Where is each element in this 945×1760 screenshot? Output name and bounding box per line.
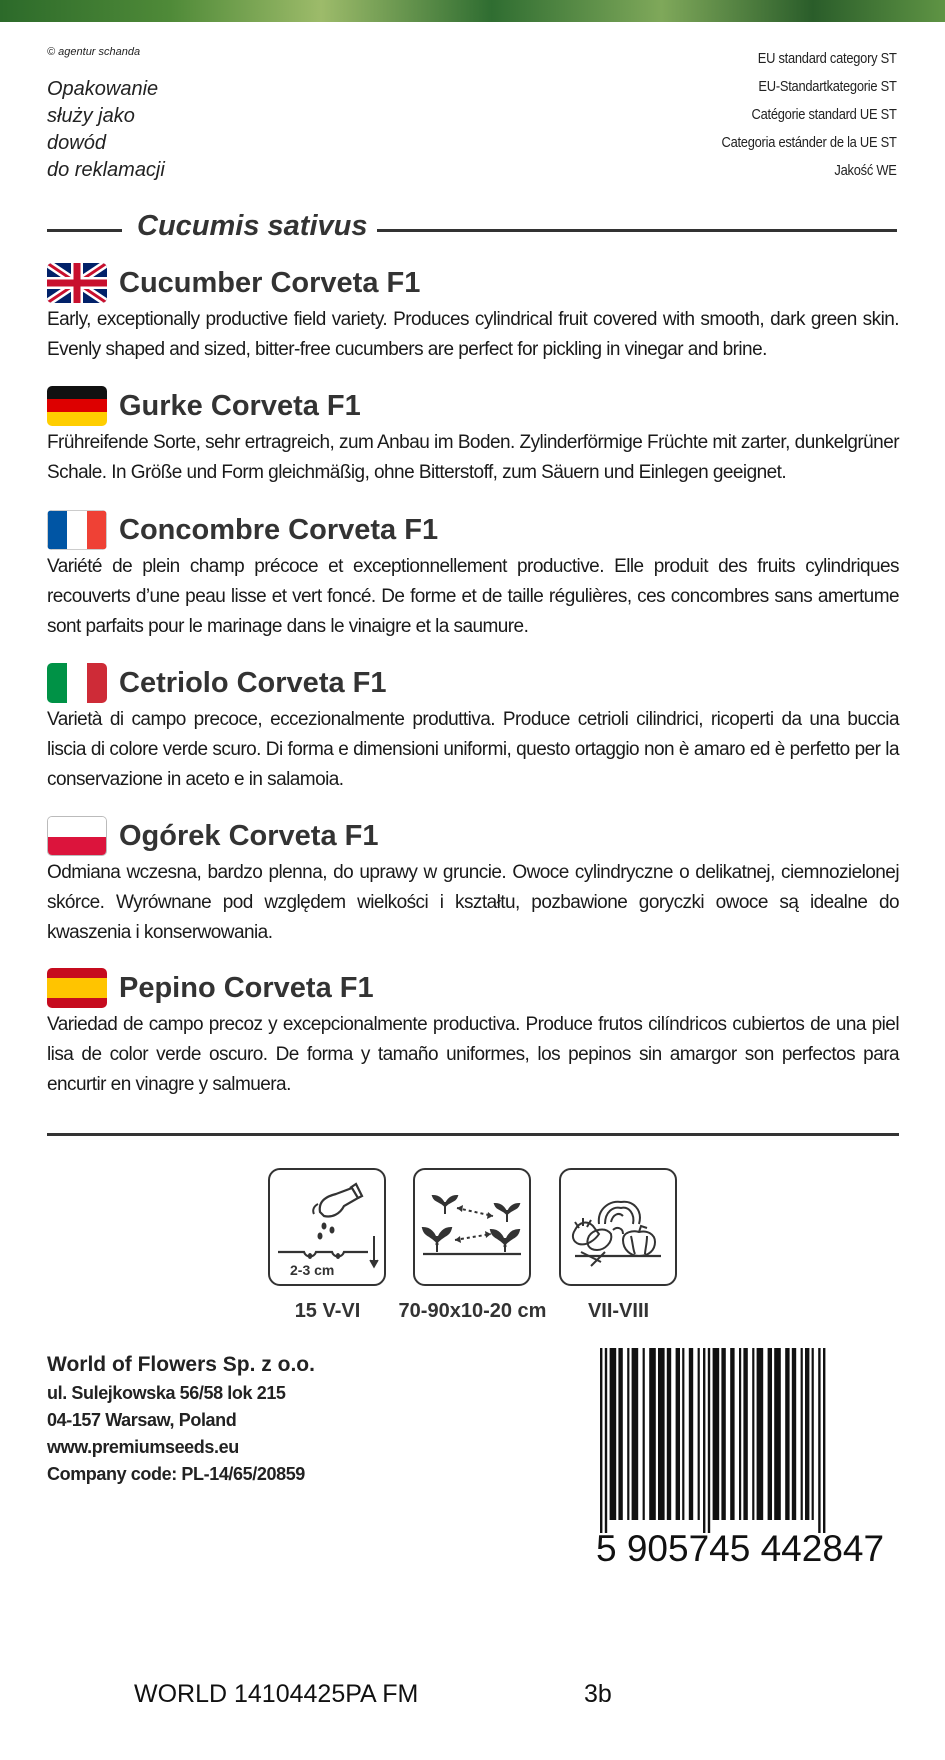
barcode-bar — [667, 1348, 671, 1520]
variety-title: Concombre Corveta F1 — [119, 514, 439, 546]
company-info — [47, 1350, 315, 1488]
category-line: Catégorie standard UE ST — [751, 106, 897, 123]
variety-description: Early, exceptionally productive field variety. Produces cylindrical fruit covered with smooth, dark green skin. Evenly shaped and sized, bitter-free cucumbers are perfect for pickling in vinegar and brine. — [47, 309, 899, 360]
barcode-bar — [721, 1348, 725, 1520]
barcode-bar — [605, 1348, 607, 1533]
barcode-bar — [703, 1348, 705, 1533]
barcode-bar — [812, 1348, 814, 1520]
barcode-bar — [768, 1348, 772, 1520]
barcode-bar — [627, 1348, 629, 1520]
warranty-line: dowód — [47, 132, 106, 154]
barcode-bars-icon — [596, 1348, 896, 1533]
variety-title: Cetriolo Corveta F1 — [119, 667, 387, 699]
barcode-bar — [600, 1348, 602, 1533]
barcode-bar — [708, 1348, 710, 1533]
section-french — [47, 510, 899, 642]
barcode-bar — [632, 1348, 639, 1520]
latin-name-row — [47, 210, 897, 250]
category-line: Jakość WE — [834, 162, 897, 179]
barcode-bar — [774, 1348, 781, 1520]
sowing-time-label: 15 V-VI — [294, 1300, 361, 1322]
latin-name: Cucumis sativus — [137, 210, 368, 242]
spacing-label: 70-90x10-20 cm — [398, 1300, 547, 1322]
spain-flag-icon — [47, 968, 107, 1008]
barcode-bar — [818, 1348, 820, 1533]
divider — [377, 229, 897, 232]
ean-barcode — [596, 1348, 896, 1569]
category-line: EU-Standartkategorie ST — [758, 78, 897, 95]
company-address-line: 04-157 Warsaw, Poland — [47, 1410, 237, 1430]
warranty-line: do reklamacji — [47, 159, 165, 181]
barcode-bar — [805, 1348, 809, 1520]
variety-description: Odmiana wczesna, bardzo plenna, do uprawy w gruncie. Owoce cylindryczne o delikatnej, ciemnozielonej skórce. Wyrównane pod względem wielkości i kształtu, pozbawione goryczki owoce są idealne do kwaszenia i konserwowania. — [47, 862, 899, 943]
warranty-line: Opakowanie — [47, 78, 159, 100]
barcode-bar — [752, 1348, 754, 1520]
sowing-depth-label: 2-3 cm — [290, 1262, 335, 1278]
copyright-note: © agentur schanda — [47, 46, 141, 58]
print-variant: 3b — [584, 1680, 612, 1708]
poland-flag-icon — [47, 816, 107, 856]
variety-description: Frühreifende Sorte, sehr ertragreich, zum Anbau im Boden. Zylinderförmige Früchte mit zarter, dunkelgrüner Schale. In Größe und Form gleichmäßig, ohne Bitterstoff, zum Säuern und Einlegen geeignet. — [47, 432, 899, 483]
harvest-vegetables-icon — [559, 1168, 677, 1286]
print-code: WORLD 14104425PA FM — [134, 1680, 419, 1708]
category-line: Categoria estánder de la UE ST — [721, 134, 897, 151]
barcode-bar — [643, 1348, 645, 1520]
barcode-bar — [785, 1348, 789, 1520]
variety-description: Varietà di campo precoce, eccezionalmente produttiva. Produce cetrioli cilindrici, ricoperti da una buccia liscia di colore verde scuro. Di forma e dimensioni uniformi, questo ortaggio non è amaro ed è perfetto per la conservazione in aceto e in salamoia. — [47, 709, 899, 790]
barcode-bar — [757, 1348, 764, 1520]
company-code: Company code: PL-14/65/20859 — [47, 1464, 305, 1484]
barcode-bar — [801, 1348, 803, 1520]
barcode-bar — [610, 1348, 617, 1520]
barcode-bar — [618, 1348, 622, 1520]
section-polish — [47, 816, 899, 948]
barcode-bar — [658, 1348, 665, 1520]
warranty-line: służy jako — [47, 105, 135, 127]
harvest-time-label: VII-VIII — [587, 1300, 650, 1322]
warranty-note — [47, 76, 165, 184]
barcode-bar — [649, 1348, 656, 1520]
barcode-bar — [698, 1348, 700, 1520]
section-italian — [47, 663, 899, 795]
variety-title: Ogórek Corveta F1 — [119, 820, 379, 852]
divider — [47, 229, 122, 232]
barcode-bar — [730, 1348, 734, 1520]
barcode-bar — [689, 1348, 693, 1520]
barcode-bar — [792, 1348, 796, 1520]
header-photo-strip — [0, 0, 945, 22]
germany-flag-icon — [47, 386, 107, 426]
company-website: www.premiumseeds.eu — [47, 1437, 239, 1457]
company-address-line: ul. Sulejkowska 56/58 lok 215 — [47, 1383, 286, 1403]
uk-flag-icon — [47, 263, 107, 303]
barcode-bar — [739, 1348, 741, 1520]
section-english — [47, 263, 899, 365]
variety-description: Variedad de campo precoz y excepcionalmente productiva. Produce frutos cilíndricos cubiertos de una piel lisa de color verde oscuro. De forma y tamaño uniformes, los pepinos sin amargor son perfectos para encurtir en vinagre y salmuera. — [47, 1014, 899, 1095]
divider — [47, 1133, 899, 1136]
eu-category-list — [693, 45, 897, 185]
variety-title: Gurke Corveta F1 — [119, 390, 361, 422]
italy-flag-icon — [47, 663, 107, 703]
barcode-digits: 5 905745 442847 — [596, 1528, 885, 1569]
variety-title: Cucumber Corveta F1 — [119, 267, 421, 299]
category-line: EU standard category ST — [758, 50, 897, 67]
barcode-bar — [713, 1348, 720, 1520]
barcode-bar — [743, 1348, 747, 1520]
variety-description: Variété de plein champ précoce et exceptionnellement productive. Elle produit des fruits cylindriques recouverts d’une peau lisse et vert foncé. De forme et de taille régulières, ces concombres sans amertume sont parfaits pour le marinage dans le vinaigre et la saumure. — [47, 556, 899, 637]
section-spanish — [47, 968, 899, 1100]
barcode-bar — [823, 1348, 825, 1533]
company-name: World of Flowers Sp. z o.o. — [47, 1353, 315, 1376]
section-german — [47, 386, 899, 488]
barcode-bar — [682, 1348, 684, 1520]
variety-title: Pepino Corveta F1 — [119, 972, 374, 1004]
barcode-bar — [676, 1348, 680, 1520]
plant-spacing-icon — [413, 1168, 531, 1286]
sowing-depth-icon — [268, 1168, 386, 1286]
france-flag-icon — [47, 510, 107, 550]
